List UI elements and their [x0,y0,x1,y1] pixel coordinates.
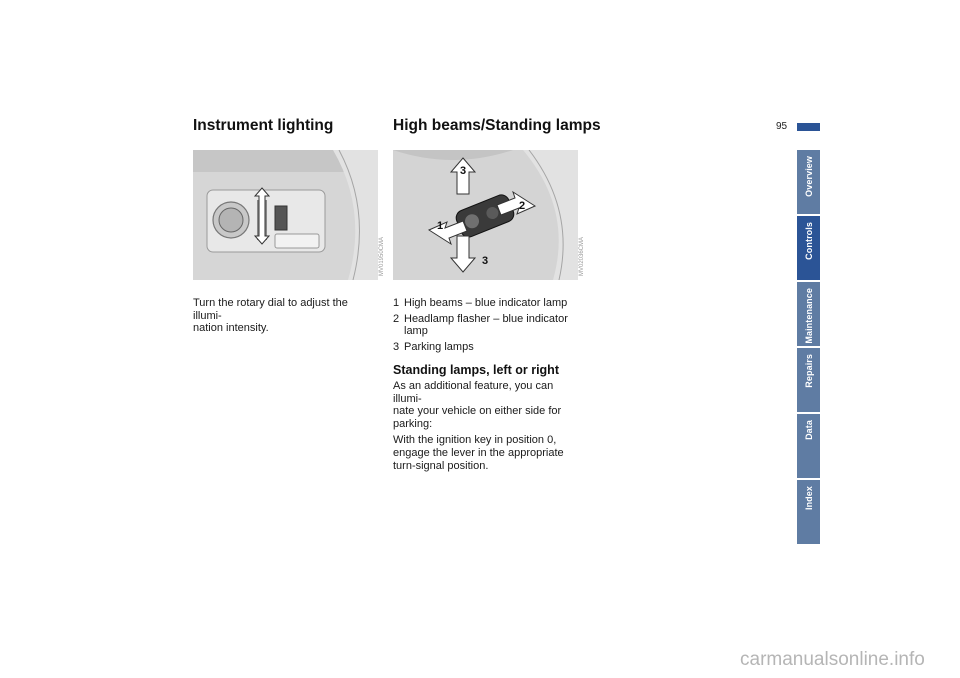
tab-label: Controls [803,222,814,260]
section-title-instrument-lighting: Instrument lighting [193,117,334,134]
subheading-standing-lamps: Standing lamps, left or right [393,363,559,377]
label-3-top: 3 [460,165,467,177]
image-code-left: MV01950CMA [379,236,385,276]
tab-data[interactable] [797,414,820,478]
text-line: Turn the rotary dial to adjust the illumi- [193,297,348,322]
list-text: Parking lamps [404,340,474,353]
page-number: 95 [776,121,788,132]
tab-label: Data [803,420,814,440]
text-line: nation intensity. [193,322,269,335]
text-line: turn-signal position. [393,459,489,472]
list-text: High beams – blue indicator lamp [404,297,568,309]
list-item [393,297,578,310]
list-text: Headlamp flasher – blue indicator [404,312,568,325]
section-title-high-beams: High beams/Standing lamps [393,117,601,134]
list-number: 2 [393,312,400,325]
instrument-lighting-illustration [193,150,378,280]
instrument-lighting-text [193,297,373,335]
list-text: lamp [404,325,428,338]
list-number: 1 [393,297,400,309]
high-beams-list [393,297,578,353]
watermark: carmanualsonline.info [740,649,925,670]
text-line: nate your vehicle on either side for [393,405,562,418]
list-item [393,341,578,354]
image-code-right: MV02036CMA [579,236,585,276]
tab-maintenance[interactable] [797,282,820,346]
tab-label: Maintenance [803,288,814,344]
text-line: With the ignition key in position 0, [393,434,557,447]
label-2: 2 [519,200,526,212]
tab-label: Overview [803,156,814,197]
tab-index[interactable] [797,480,820,544]
tab-repairs[interactable] [797,348,820,412]
list-item [393,313,578,338]
label-1: 1 [437,220,444,232]
page-marker [797,123,820,131]
label-3-bottom: 3 [482,255,489,267]
instrument-lighting-photo [193,150,378,280]
list-number: 3 [393,340,400,353]
tab-label: Index [803,486,814,511]
tab-controls[interactable] [797,216,820,280]
high-beams-photo [393,150,578,280]
standing-lamps-text [393,380,583,472]
text-line: engage the lever in the appropriate [393,446,564,459]
tab-label: Repairs [803,354,814,388]
text-line: parking: [393,417,433,430]
tab-overview[interactable] [797,150,820,214]
text-line: As an additional feature, you can illumi- [393,380,554,405]
